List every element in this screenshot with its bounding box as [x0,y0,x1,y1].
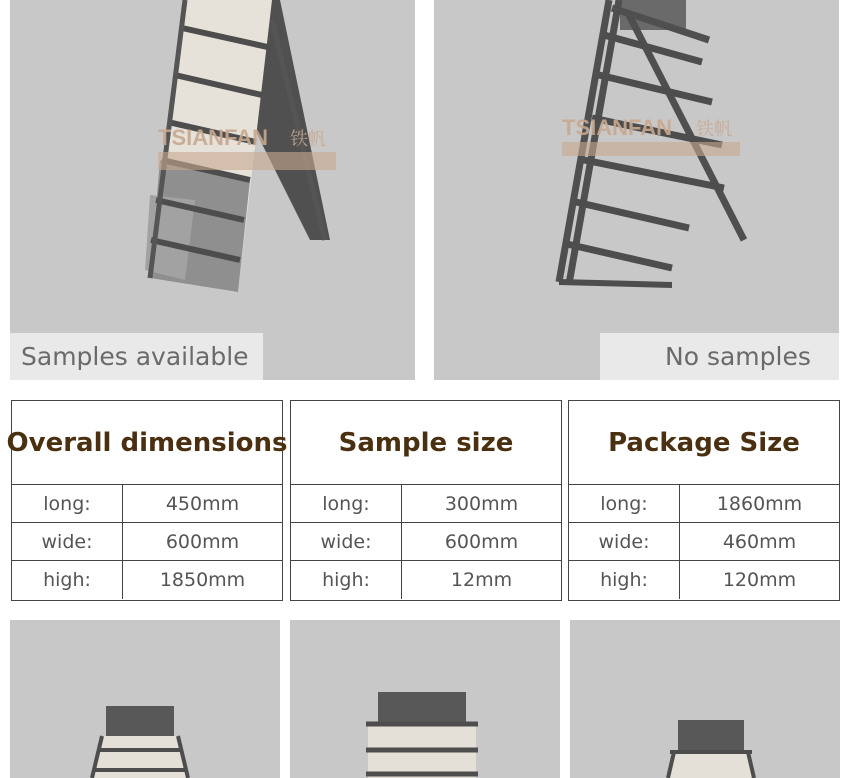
rack-view-photo-1 [10,620,280,778]
long-label: long: [12,485,123,522]
package-size-title: Package Size [569,401,839,485]
high-value: 120mm [722,569,797,591]
rack-view-photo-2 [290,620,560,778]
rack-no-samples-illustration [434,0,839,380]
high-label: high: [569,561,680,599]
table-row [291,523,561,561]
high-value: 12mm [450,569,513,591]
svg-text:TSIANFAN: TSIANFAN [158,125,268,150]
svg-text:铁帆: 铁帆 [290,129,326,150]
samples-available-caption [10,333,263,380]
long-value: 1860mm [716,492,803,515]
overall-dimensions-table [6,400,288,601]
no-samples-caption [600,333,839,380]
table-row [291,485,561,523]
sample-size-title: Sample size [291,401,561,485]
table-row [569,485,839,523]
wide-value: 600mm [165,530,240,553]
package-size-table [568,400,840,601]
long-value: 450mm [165,492,240,515]
svg-text:TSIANFAN: TSIANFAN [562,115,672,140]
overall-dimensions-title: Overall dimensions [12,401,282,485]
long-value: 300mm [444,492,519,515]
table-row [12,485,282,523]
wide-value: 600mm [444,530,519,553]
table-row [12,523,282,561]
wide-label: wide: [12,523,123,560]
long-label: long: [291,485,402,522]
rack-view-illustration-1 [10,620,280,778]
rack-view-photo-3 [570,620,840,778]
rack-with-samples-photo [10,0,415,380]
long-label: long: [569,485,680,522]
wide-label: wide: [569,523,680,560]
sample-size-table [290,400,562,601]
svg-text:铁帆: 铁帆 [696,119,732,140]
table-row [569,523,839,561]
table-row [569,561,839,599]
table-row [291,561,561,599]
wide-label: wide: [291,523,402,560]
wide-value: 460mm [722,530,797,553]
samples-available-label: Samples available [21,342,249,371]
rack-no-samples-photo [434,0,839,380]
rack-view-illustration-2 [290,620,560,778]
high-value: 1850mm [159,569,246,591]
table-row [12,561,282,599]
high-label: high: [291,561,402,599]
high-label: high: [12,561,123,599]
rack-view-illustration-3 [570,620,840,778]
rack-with-samples-illustration [10,0,415,380]
no-samples-label: No samples [665,342,811,371]
